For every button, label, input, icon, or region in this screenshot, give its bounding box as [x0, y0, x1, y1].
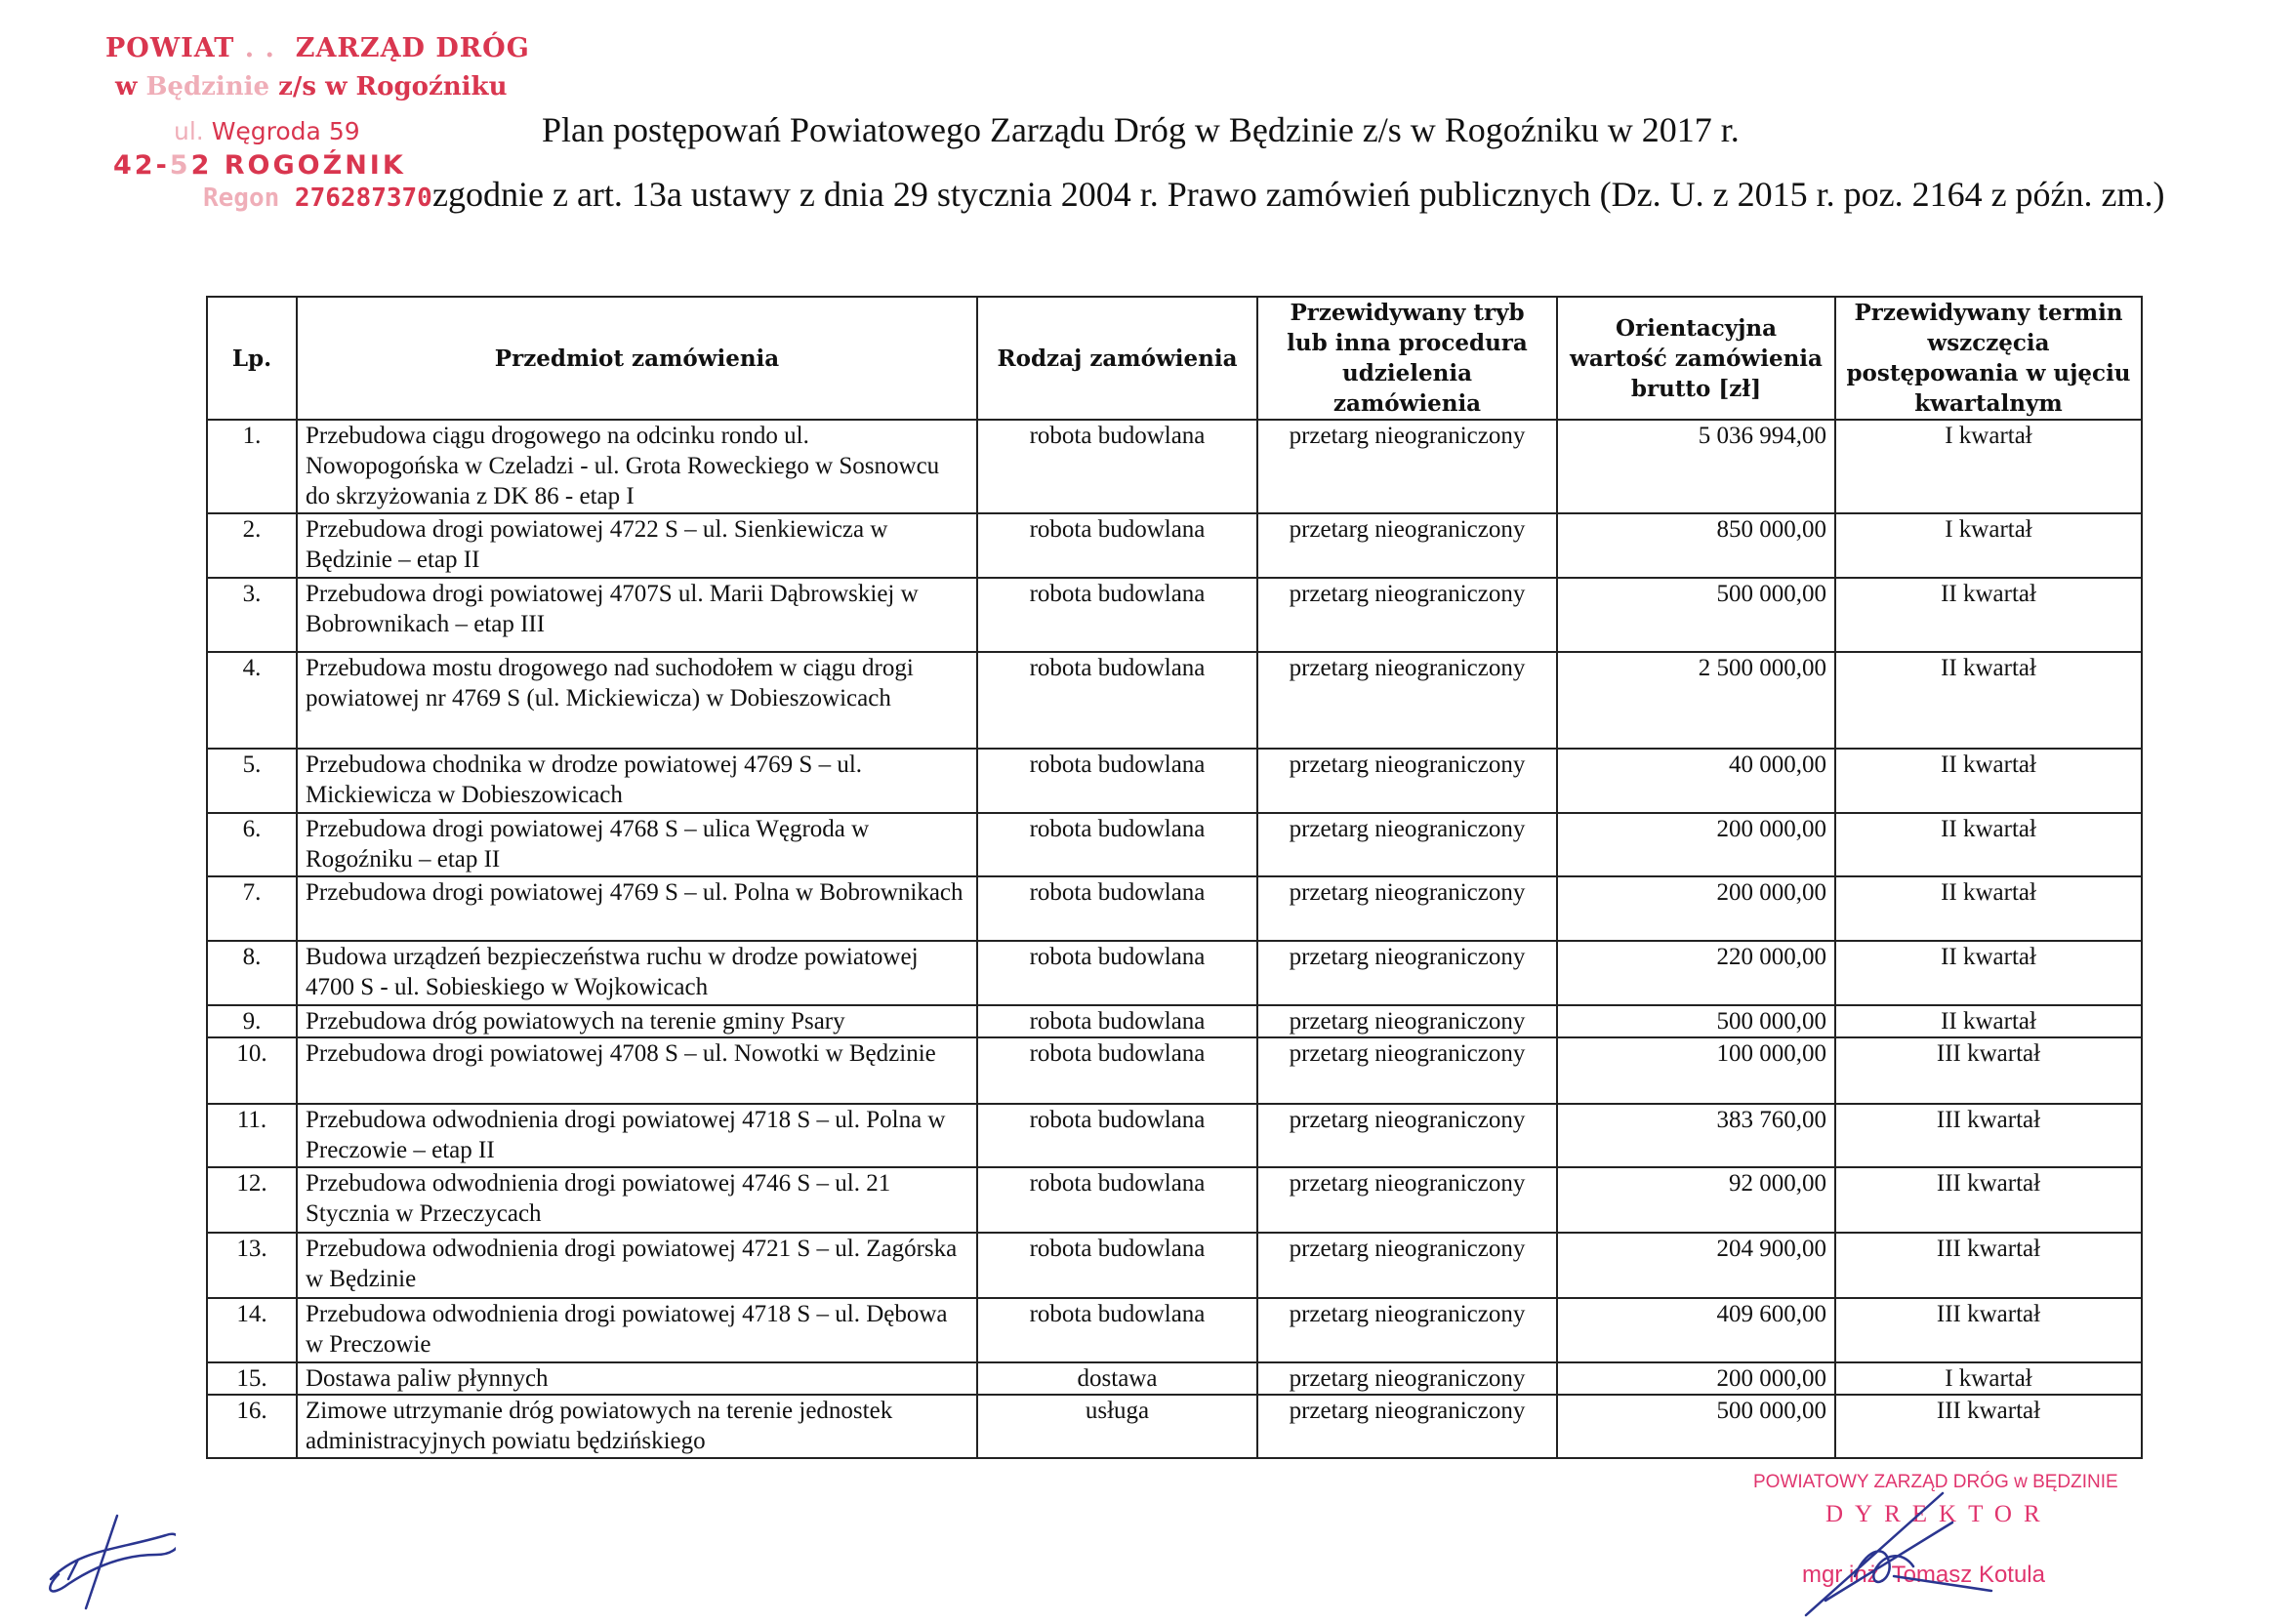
stamp-line-5: Regon 276287370 [203, 183, 432, 213]
kind-cell: dostawa [977, 1362, 1257, 1395]
row-number: 1. [207, 420, 297, 513]
subject-cell: Przebudowa chodnika w drodze powiatowej 4769 S – ul. Mickiewicza w Dobieszowicach [297, 749, 977, 813]
value-cell: 500 000,00 [1557, 1395, 1835, 1458]
table-row [207, 876, 2142, 941]
term-cell: II kwartał [1835, 578, 2142, 652]
column-header-lp: Lp. [207, 297, 297, 420]
kind-cell: robota budowlana [977, 1167, 1257, 1233]
table-row [207, 420, 2142, 513]
kind-cell: robota budowlana [977, 1298, 1257, 1362]
table-row [207, 813, 2142, 876]
kind-cell: robota budowlana [977, 578, 1257, 652]
subject-cell: Przebudowa drogi powiatowej 4707S ul. Marii Dąbrowskiej w Bobrownikach – etap III [297, 578, 977, 652]
row-number: 15. [207, 1362, 297, 1395]
column-header-term: Przewidywany termin wszczęcia postępowania w ujęciu kwartalnym [1835, 297, 2142, 420]
subject-cell: Przebudowa drogi powiatowej 4722 S – ul. Sienkiewicza w Będzinie – etap II [297, 513, 977, 578]
value-cell: 40 000,00 [1557, 749, 1835, 813]
value-cell: 2 500 000,00 [1557, 652, 1835, 749]
table-row [207, 1362, 2142, 1395]
table-row [207, 1037, 2142, 1104]
mode-cell: przetarg nieograniczony [1257, 749, 1557, 813]
value-cell: 204 900,00 [1557, 1233, 1835, 1298]
term-cell: I kwartał [1835, 513, 2142, 578]
value-cell: 850 000,00 [1557, 513, 1835, 578]
column-header-subject: Przedmiot zamówienia [297, 297, 977, 420]
stamp-line-2: w Będzinie z/s w Rogoźniku [115, 72, 508, 102]
value-cell: 200 000,00 [1557, 813, 1835, 876]
mode-cell: przetarg nieograniczony [1257, 1298, 1557, 1362]
mode-cell: przetarg nieograniczony [1257, 1395, 1557, 1458]
table-row [207, 1233, 2142, 1298]
kind-cell: robota budowlana [977, 813, 1257, 876]
row-number: 3. [207, 578, 297, 652]
row-number: 9. [207, 1005, 297, 1037]
table-header-row [207, 297, 2142, 420]
mode-cell: przetarg nieograniczony [1257, 513, 1557, 578]
row-number: 2. [207, 513, 297, 578]
term-cell: II kwartał [1835, 941, 2142, 1005]
kind-cell: usługa [977, 1395, 1257, 1458]
subject-cell: Przebudowa drogi powiatowej 4769 S – ul. Polna w Bobrownikach [297, 876, 977, 941]
document-subtitle: zgodnie z art. 13a ustawy z dnia 29 stycznia 2004 r. Prawo zamówień publicznych (Dz. U. z 2015 r. poz. 2164 z późn. zm.) [432, 175, 2165, 214]
column-header-kind: Rodzaj zamówienia [977, 297, 1257, 420]
value-cell: 500 000,00 [1557, 578, 1835, 652]
term-cell: III kwartał [1835, 1233, 2142, 1298]
term-cell: II kwartał [1835, 749, 2142, 813]
office-stamp [102, 33, 530, 277]
mode-cell: przetarg nieograniczony [1257, 1104, 1557, 1167]
term-cell: III kwartał [1835, 1298, 2142, 1362]
mode-cell: przetarg nieograniczony [1257, 652, 1557, 749]
initials-signature [39, 1511, 176, 1618]
subject-cell: Przebudowa drogi powiatowej 4708 S – ul. Nowotki w Będzinie [297, 1037, 977, 1104]
term-cell: III kwartał [1835, 1167, 2142, 1233]
row-number: 13. [207, 1233, 297, 1298]
row-number: 4. [207, 652, 297, 749]
director-signature [1796, 1483, 2011, 1620]
kind-cell: robota budowlana [977, 1037, 1257, 1104]
table-row [207, 513, 2142, 578]
subject-cell: Przebudowa odwodnienia drogi powiatowej 4718 S – ul. Dębowa w Preczowie [297, 1298, 977, 1362]
kind-cell: robota budowlana [977, 1104, 1257, 1167]
subject-cell: Przebudowa dróg powiatowych na terenie gminy Psary [297, 1005, 977, 1037]
table-row [207, 1104, 2142, 1167]
document-title: Plan postępowań Powiatowego Zarządu Dróg w Będzinie z/s w Rogoźniku w 2017 r. [542, 110, 1740, 149]
subject-cell: Przebudowa odwodnienia drogi powiatowej 4718 S – ul. Polna w Preczowie – etap II [297, 1104, 977, 1167]
term-cell: III kwartał [1835, 1037, 2142, 1104]
mode-cell: przetarg nieograniczony [1257, 941, 1557, 1005]
term-cell: II kwartał [1835, 876, 2142, 941]
table-row [207, 652, 2142, 749]
table-row [207, 1167, 2142, 1233]
term-cell: III kwartał [1835, 1395, 2142, 1458]
stamp-line-4: 42-52 ROGOŹNIK [113, 150, 406, 181]
table-row [207, 1395, 2142, 1458]
term-cell: II kwartał [1835, 813, 2142, 876]
value-cell: 5 036 994,00 [1557, 420, 1835, 513]
mode-cell: przetarg nieograniczony [1257, 420, 1557, 513]
row-number: 11. [207, 1104, 297, 1167]
value-cell: 200 000,00 [1557, 876, 1835, 941]
table-row [207, 1298, 2142, 1362]
kind-cell: robota budowlana [977, 1005, 1257, 1037]
mode-cell: przetarg nieograniczony [1257, 1233, 1557, 1298]
mode-cell: przetarg nieograniczony [1257, 813, 1557, 876]
mode-cell: przetarg nieograniczony [1257, 1037, 1557, 1104]
subject-cell: Przebudowa odwodnienia drogi powiatowej 4721 S – ul. Zagórska w Będzinie [297, 1233, 977, 1298]
table-row [207, 1005, 2142, 1037]
value-cell: 500 000,00 [1557, 1005, 1835, 1037]
row-number: 10. [207, 1037, 297, 1104]
value-cell: 383 760,00 [1557, 1104, 1835, 1167]
kind-cell: robota budowlana [977, 420, 1257, 513]
value-cell: 200 000,00 [1557, 1362, 1835, 1395]
kind-cell: robota budowlana [977, 941, 1257, 1005]
value-cell: 92 000,00 [1557, 1167, 1835, 1233]
table-row [207, 941, 2142, 1005]
value-cell: 409 600,00 [1557, 1298, 1835, 1362]
term-cell: I kwartał [1835, 1362, 2142, 1395]
row-number: 6. [207, 813, 297, 876]
term-cell: I kwartał [1835, 420, 2142, 513]
row-number: 16. [207, 1395, 297, 1458]
term-cell: III kwartał [1835, 1104, 2142, 1167]
director-stamp-title: DYREKTOR [1825, 1501, 2052, 1527]
column-header-mode: Przewidywany tryb lub inna procedura udzielenia zamówienia [1257, 297, 1557, 420]
value-cell: 100 000,00 [1557, 1037, 1835, 1104]
stamp-line-1: POWIAT . . ZARZĄD DRÓG [105, 33, 530, 63]
term-cell: II kwartał [1835, 1005, 2142, 1037]
row-number: 8. [207, 941, 297, 1005]
kind-cell: robota budowlana [977, 1233, 1257, 1298]
procurement-plan-table [206, 296, 2143, 1459]
value-cell: 220 000,00 [1557, 941, 1835, 1005]
row-number: 12. [207, 1167, 297, 1233]
subject-cell: Budowa urządzeń bezpieczeństwa ruchu w drodze powiatowej 4700 S - ul. Sobieskiego w Wojkowicach [297, 941, 977, 1005]
row-number: 14. [207, 1298, 297, 1362]
kind-cell: robota budowlana [977, 876, 1257, 941]
kind-cell: robota budowlana [977, 749, 1257, 813]
mode-cell: przetarg nieograniczony [1257, 1362, 1557, 1395]
subject-cell: Zimowe utrzymanie dróg powiatowych na terenie jednostek administracyjnych powiatu będzińskiego [297, 1395, 977, 1458]
mode-cell: przetarg nieograniczony [1257, 876, 1557, 941]
kind-cell: robota budowlana [977, 513, 1257, 578]
subject-cell: Przebudowa odwodnienia drogi powiatowej 4746 S – ul. 21 Stycznia w Przeczycach [297, 1167, 977, 1233]
director-stamp-office: POWIATOWY ZARZĄD DRÓG w BĘDZINIE [1753, 1472, 2118, 1492]
mode-cell: przetarg nieograniczony [1257, 578, 1557, 652]
table-row [207, 578, 2142, 652]
kind-cell: robota budowlana [977, 652, 1257, 749]
table-row [207, 749, 2142, 813]
subject-cell: Dostawa paliw płynnych [297, 1362, 977, 1395]
column-header-value: Orientacyjna wartość zamówienia brutto [zł] [1557, 297, 1835, 420]
term-cell: II kwartał [1835, 652, 2142, 749]
mode-cell: przetarg nieograniczony [1257, 1005, 1557, 1037]
row-number: 7. [207, 876, 297, 941]
director-stamp-name: mgr inż. Tomasz Kotula [1802, 1562, 2045, 1588]
row-number: 5. [207, 749, 297, 813]
stamp-line-3: ul. Węgroda 59 [174, 117, 360, 145]
subject-cell: Przebudowa ciągu drogowego na odcinku rondo ul. Nowopogońska w Czeladzi - ul. Grota Roweckiego w Sosnowcu do skrzyżowania z DK 86 - etap I [297, 420, 977, 513]
subject-cell: Przebudowa drogi powiatowej 4768 S – ulica Węgroda w Rogoźniku – etap II [297, 813, 977, 876]
subject-cell: Przebudowa mostu drogowego nad suchodołem w ciągu drogi powiatowej nr 4769 S (ul. Mickiewicza) w Dobieszowicach [297, 652, 977, 749]
mode-cell: przetarg nieograniczony [1257, 1167, 1557, 1233]
